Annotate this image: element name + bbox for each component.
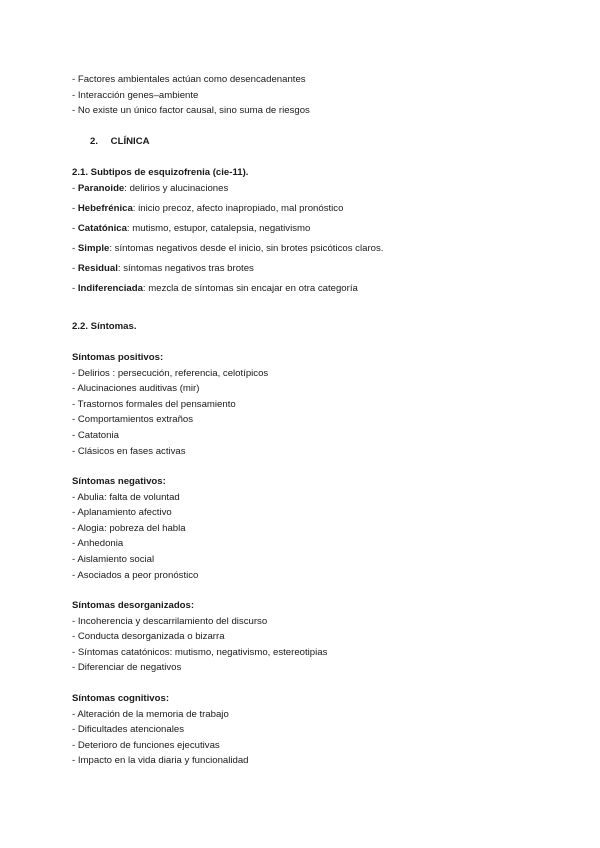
list-item: - Comportamientos extraños	[72, 414, 194, 426]
cognitive-symptoms	[72, 691, 560, 769]
list-item: - Impacto en la vida diaria y funcionalidad	[72, 755, 249, 767]
subtype-desc: : síntomas negativos tras brotes	[117, 262, 254, 274]
group-title: Síntomas cognitivos:	[72, 693, 170, 704]
group-title: Síntomas desorganizados:	[72, 600, 195, 611]
list-item: - Abulia: falta de voluntad	[72, 491, 180, 503]
list-item: - Trastornos formales del pensamiento	[72, 398, 236, 410]
intro-line: - Interacción genes–ambiente	[72, 89, 199, 101]
subtype-item: - Indiferenciada: mezcla de síntomas sin encajar en otra categoría	[72, 283, 358, 295]
group-title: Síntomas positivos:	[72, 352, 164, 363]
list-item: - Aplanamiento afectivo	[72, 507, 172, 519]
subtype-desc: : síntomas negativos desde el inicio, sin brotes psicóticos claros.	[109, 242, 384, 254]
list-item: - Clásicos en fases activas	[72, 445, 186, 457]
list-item: - Alogia: pobreza del habla	[72, 522, 186, 534]
disorganized-symptoms	[72, 598, 560, 676]
list-item: - Anhedonia	[72, 538, 124, 550]
section-title: CLÍNICA	[110, 136, 150, 147]
positive-symptoms	[72, 350, 560, 459]
subtype-desc: : mezcla de síntomas sin encajar en otra categoría	[142, 283, 358, 295]
list-item: - Deterioro de funciones ejecutivas	[72, 739, 220, 751]
list-item: - Aislamiento social	[72, 553, 155, 565]
list-item: - Incoherencia y descarrilamiento del discurso	[72, 615, 268, 627]
subtype-desc: : mutismo, estupor, catalepsia, negativismo	[126, 222, 311, 234]
intro-list	[72, 72, 560, 119]
subtype-term: Residual	[77, 262, 118, 274]
list-item: - Dificultades atencionales	[72, 724, 184, 736]
subtypes-section	[72, 165, 560, 297]
group-title: Síntomas negativos:	[72, 476, 166, 487]
subtype-desc: : inicio precoz, afecto inapropiado, mal pronóstico	[132, 202, 344, 214]
list-item: - Alucinaciones auditivas (mir)	[72, 383, 200, 395]
subtype-item: - Residual: síntomas negativos tras brotes	[72, 262, 254, 274]
symptoms-heading-block	[72, 319, 560, 335]
list-item: - Alteración de la memoria de trabajo	[72, 708, 229, 720]
subtype-term: Hebefrénica	[77, 202, 133, 214]
section-number: 2.	[90, 136, 99, 147]
subtype-term: Simple	[77, 242, 110, 254]
list-item: - Catatonia	[72, 429, 119, 441]
section-heading-clinica	[90, 134, 150, 150]
list-item: - Síntomas catatónicos: mutismo, negativismo, estereotipias	[72, 646, 328, 658]
subtype-item: - Paranoide: delirios y alucinaciones	[72, 182, 229, 194]
subtypes-heading: 2.1. Subtipos de esquizofrenia (cie-11).	[72, 167, 249, 178]
list-item: - Delirios : persecución, referencia, celotípicos	[72, 367, 269, 379]
subtype-item: - Hebefrénica: inicio precoz, afecto inapropiado, mal pronóstico	[72, 202, 344, 214]
intro-line: - No existe un único factor causal, sino suma de riesgos	[72, 105, 310, 117]
negative-symptoms	[72, 474, 560, 583]
subtype-term: Catatónica	[77, 222, 127, 234]
subtype-term: Indiferenciada	[77, 283, 143, 295]
list-item: - Asociados a peor pronóstico	[72, 569, 199, 581]
list-item: - Conducta desorganizada o bizarra	[72, 631, 225, 643]
subtype-term: Paranoide	[77, 182, 125, 194]
subtype-item: - Catatónica: mutismo, estupor, catalepsia, negativismo	[72, 222, 311, 234]
list-item: - Diferenciar de negativos	[72, 662, 182, 674]
intro-line: - Factores ambientales actúan como desencadenantes	[72, 74, 306, 85]
subtype-desc: : delirios y alucinaciones	[124, 182, 229, 194]
subtype-item: - Simple: síntomas negativos desde el inicio, sin brotes psicóticos claros.	[72, 242, 384, 254]
symptoms-heading: 2.2. Síntomas.	[72, 321, 137, 332]
